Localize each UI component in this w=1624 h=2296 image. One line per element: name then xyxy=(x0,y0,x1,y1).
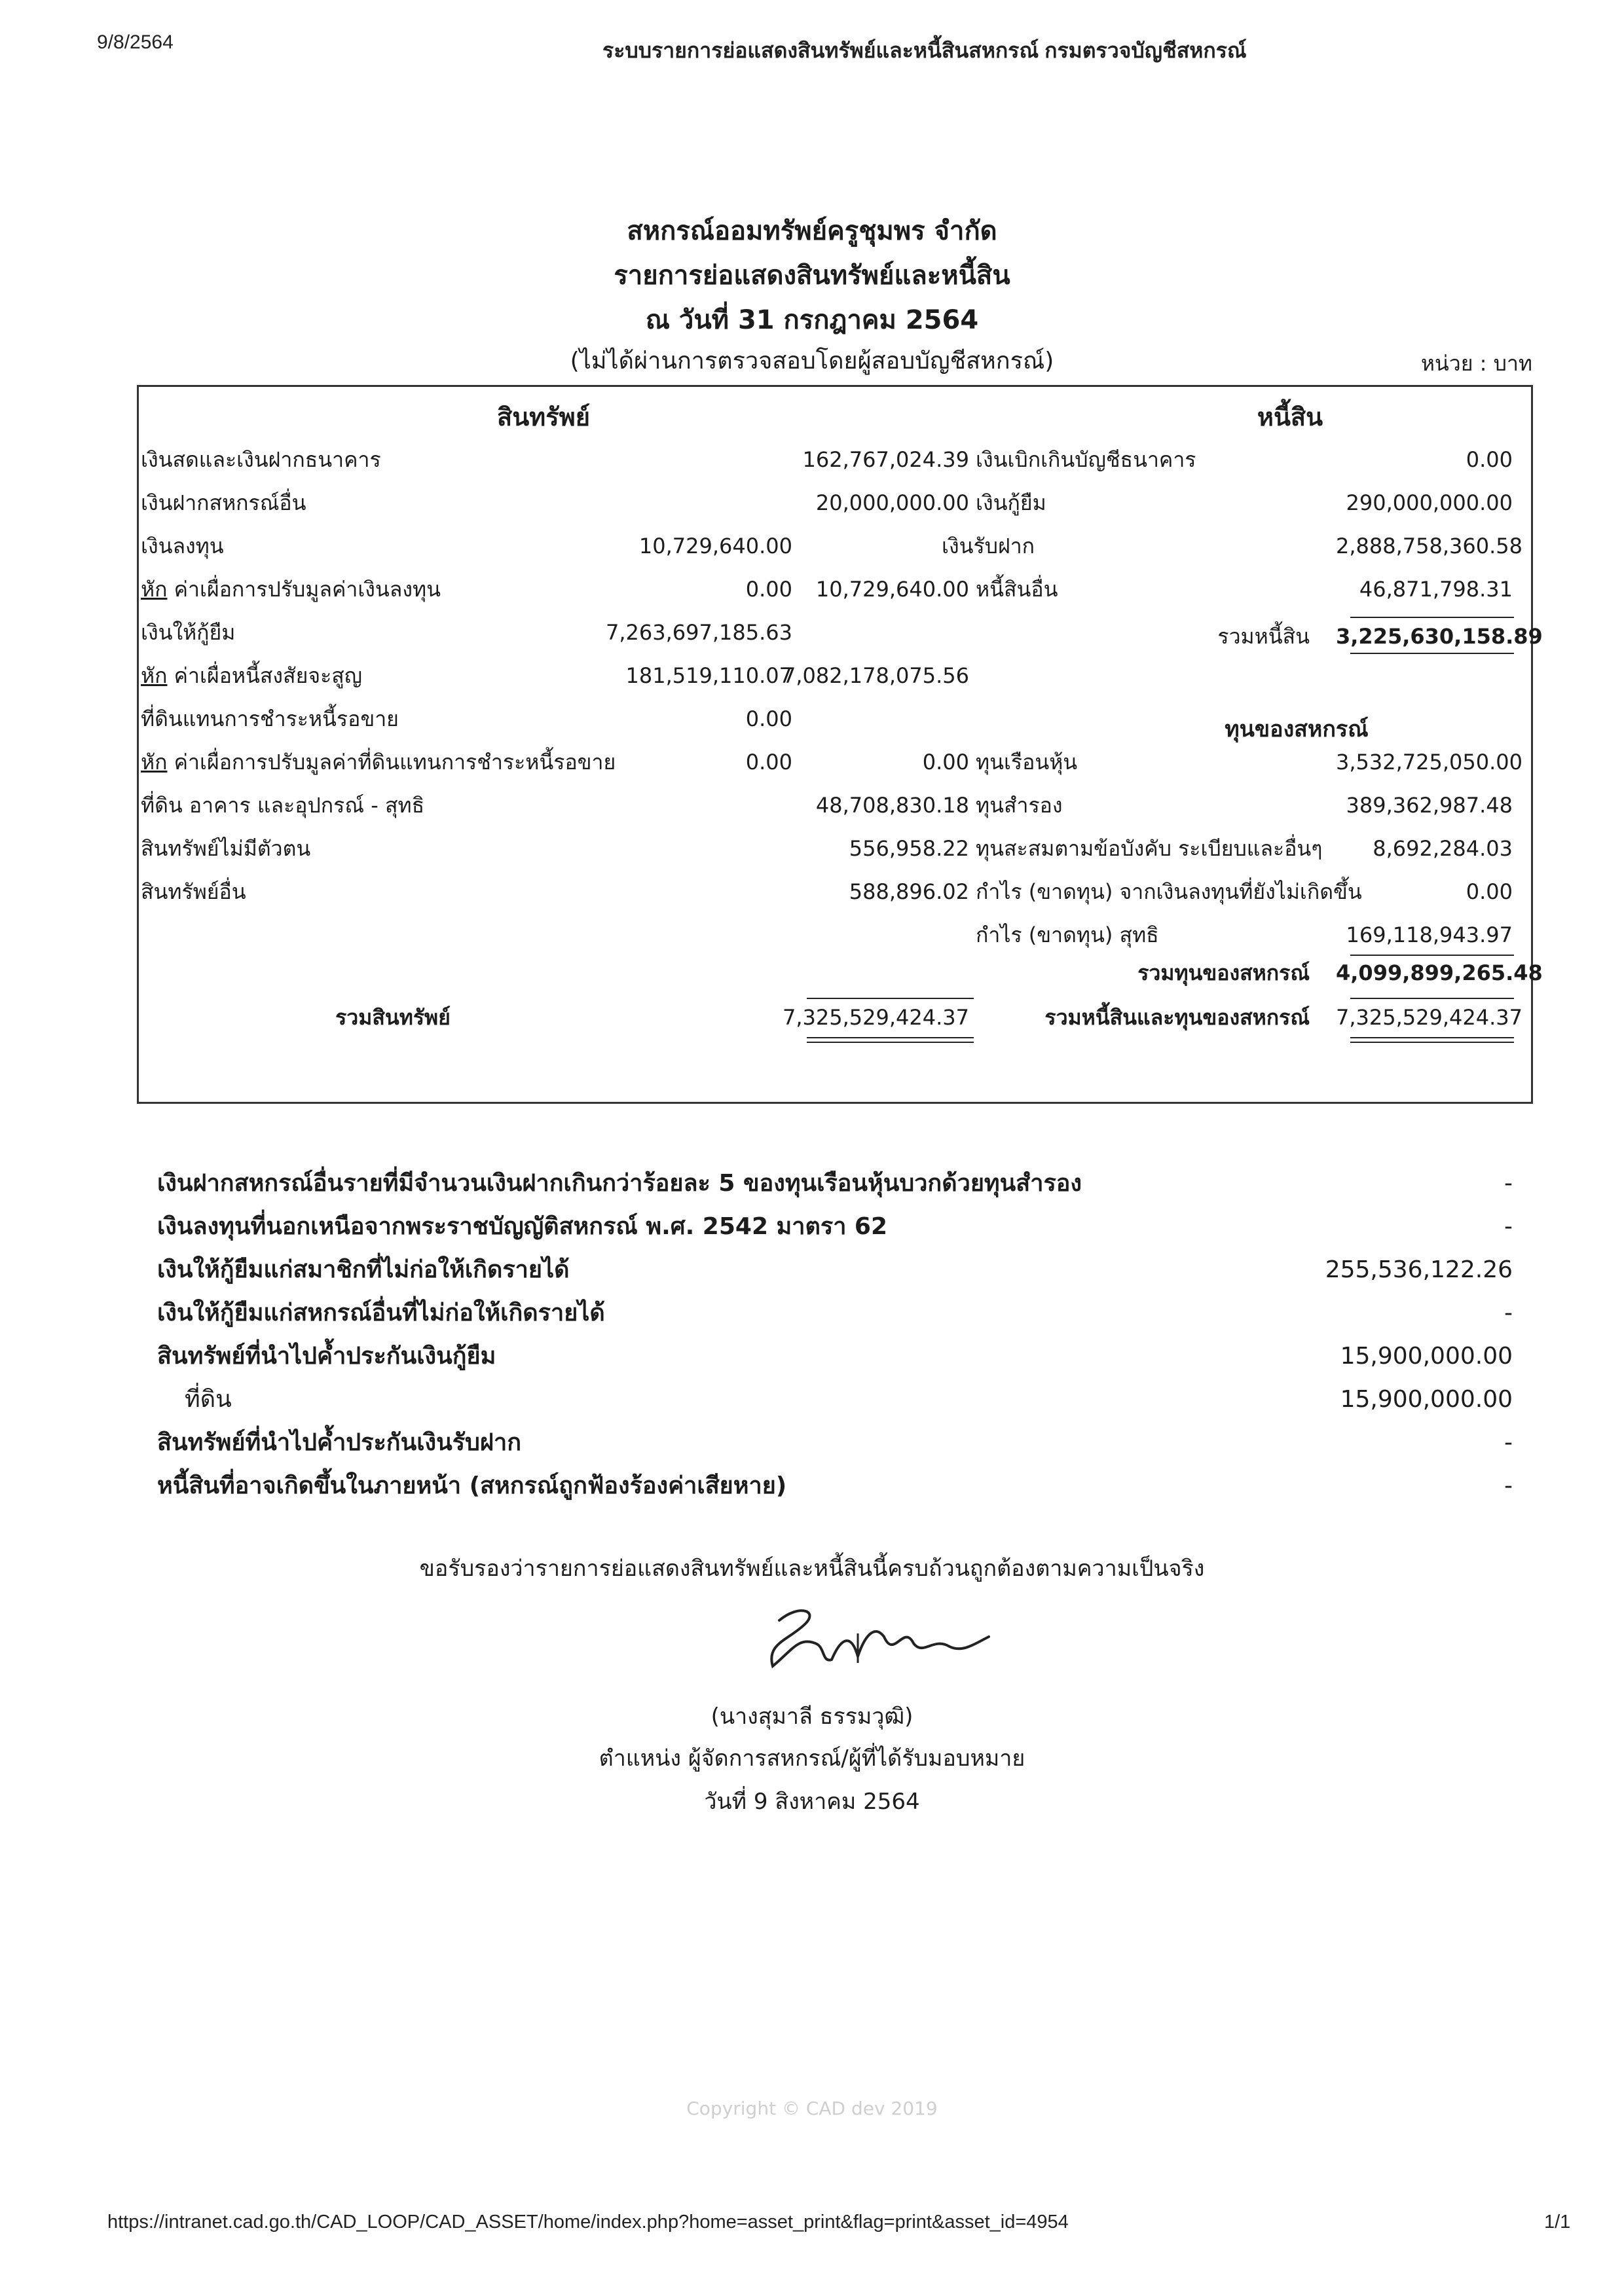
assets-total-value: 7,325,529,424.37 xyxy=(783,1005,969,1030)
signer-name: (นางสุมาลี ธรรมวุฒิ) xyxy=(710,1704,913,1730)
equity-row-amount: 169,118,943.97 xyxy=(1346,922,1513,947)
report-date: ณ วันที่ 31 กรกฎาคม 2564 xyxy=(645,305,979,335)
note-value: - xyxy=(1504,1429,1513,1456)
equity-row-amount: 0.00 xyxy=(1466,879,1513,904)
system-title: ระบบรายการย่อแสดงสินทรัพย์และหนี้สินสหกรณ์ กรมตรวจบัญชีสหกรณ์ xyxy=(602,39,1247,62)
print-date: 9/8/2564 xyxy=(97,31,174,53)
note-label: เงินให้กู้ยืมแก่สหกรณ์อื่นที่ไม่ก่อให้เกิดรายได้ xyxy=(157,1300,605,1326)
liability-row-label: เงินเบิกเกินบัญชีธนาคาร xyxy=(976,447,1196,472)
signer-position: ตำแหน่ง ผู้จัดการสหกรณ์/ผู้ที่ได้รับมอบหมาย xyxy=(599,1745,1025,1772)
note-label: สินทรัพย์ที่นำไปค้ำประกันเงินกู้ยืม xyxy=(157,1343,496,1370)
grand-double-line-1 xyxy=(1350,1037,1514,1038)
deduct-prefix: หัก xyxy=(141,577,168,602)
unit-label: หน่วย : บาท xyxy=(1420,351,1532,376)
equity-total-label: รวมทุนของสหกรณ์ xyxy=(1137,960,1310,985)
asset-row-label xyxy=(141,576,441,602)
note-label: สินทรัพย์ที่นำไปค้ำประกันเงินรับฝาก xyxy=(157,1429,521,1456)
assets-double-line-1 xyxy=(807,1037,974,1038)
certification-date: วันที่ 9 สิงหาคม 2564 xyxy=(704,1789,920,1815)
asset-row-text: เงินให้กู้ยืม xyxy=(141,620,236,645)
asset-row-label xyxy=(141,663,362,689)
asset-row-text: เงินสดและเงินฝากธนาคาร xyxy=(141,447,381,472)
liability-row-amount: 2,888,758,360.58 xyxy=(1336,534,1522,558)
signature-image xyxy=(753,1597,1002,1676)
equity-total-value: 4,099,899,265.48 xyxy=(1336,960,1543,985)
note-value: 15,900,000.00 xyxy=(1340,1343,1513,1370)
asset-row-text: ค่าเผื่อการปรับมูลค่าที่ดินแทนการชำระหนี้รอขาย xyxy=(167,750,616,774)
certification-statement: ขอรับรองว่ารายการย่อแสดงสินทรัพย์และหนี้สินนี้ครบถ้วนถูกต้องตามความเป็นจริง xyxy=(419,1556,1205,1582)
asset-row-text: เงินลงทุน xyxy=(141,534,224,558)
asset-row-amount: 556,958.22 xyxy=(849,836,969,861)
asset-row-text: ที่ดินแทนการชำระหนี้รอขาย xyxy=(141,706,399,731)
asset-row-sub: 181,519,110.07 xyxy=(625,663,792,688)
note-label: เงินลงทุนที่นอกเหนือจากพระราชบัญญัติสหกรณ์ พ.ศ. 2542 มาตรา 62 xyxy=(157,1213,888,1240)
grand-total-label: รวมหนี้สินและทุนของสหกรณ์ xyxy=(1044,1005,1310,1030)
liabilities-total-value: 3,225,630,158.89 xyxy=(1336,624,1543,649)
asset-row-amount: 162,767,024.39 xyxy=(802,447,969,472)
liabilities-heading: หนี้สิน xyxy=(1257,403,1323,431)
asset-row-text: ค่าเผื่อการปรับมูลค่าเงินลงทุน xyxy=(167,577,441,602)
equity-sum-line xyxy=(1350,955,1514,956)
asset-row-amount: 0.00 xyxy=(922,750,969,774)
asset-row-label xyxy=(141,490,306,516)
assets-total-label: รวมสินทรัพย์ xyxy=(335,1005,451,1030)
asset-row-sub: 0.00 xyxy=(745,577,792,602)
deduct-prefix: หัก xyxy=(141,663,168,688)
liability-row-amount: 46,871,798.31 xyxy=(1359,577,1513,602)
equity-row-label: ทุนสะสมตามข้อบังคับ ระเบียบและอื่นๆ xyxy=(976,836,1323,861)
audit-note: (ไม่ได้ผ่านการตรวจสอบโดยผู้สอบบัญชีสหกรณ์) xyxy=(570,348,1054,374)
asset-row-text: สินทรัพย์ไม่มีตัวตน xyxy=(141,836,311,861)
asset-row-label xyxy=(141,446,381,473)
note-value: - xyxy=(1504,1300,1513,1326)
note-value: - xyxy=(1504,1472,1513,1499)
note-label: เงินฝากสหกรณ์อื่นรายที่มีจำนวนเงินฝากเกินกว่าร้อยละ 5 ของทุนเรือนหุ้นบวกด้วยทุนสำรอง xyxy=(157,1170,1082,1197)
grand-double-line-2 xyxy=(1350,1042,1514,1043)
asset-row-amount: 10,729,640.00 xyxy=(815,577,969,602)
asset-row-amount: 7,082,178,075.56 xyxy=(783,663,969,688)
equity-row-label: ทุนสำรอง xyxy=(976,793,1063,818)
asset-row-label xyxy=(141,533,224,559)
page-number: 1/1 xyxy=(1544,2212,1571,2232)
assets-sum-line xyxy=(807,998,974,999)
equity-row-label: กำไร (ขาดทุน) สุทธิ xyxy=(976,922,1159,947)
asset-row-sub: 7,263,697,185.63 xyxy=(606,620,792,645)
report-name: รายการย่อแสดงสินทรัพย์และหนี้สิน xyxy=(614,261,1010,291)
liability-row-label: เงินกู้ยืม xyxy=(976,490,1046,515)
coop-name: สหกรณ์ออมทรัพย์ครูชุมพร จำกัด xyxy=(627,216,997,246)
liability-row-amount: 0.00 xyxy=(1466,447,1513,472)
grand-sum-line xyxy=(1350,998,1514,999)
asset-row-label xyxy=(141,835,310,862)
asset-row-amount: 48,708,830.18 xyxy=(815,793,969,818)
asset-row-label xyxy=(141,706,399,732)
asset-row-sub: 0.00 xyxy=(745,706,792,731)
asset-row-label xyxy=(141,619,235,646)
asset-row-text: เงินฝากสหกรณ์อื่น xyxy=(141,490,306,515)
note-value: 15,900,000.00 xyxy=(1340,1386,1513,1413)
assets-heading: สินทรัพย์ xyxy=(497,403,590,431)
asset-row-text: สินทรัพย์อื่น xyxy=(141,879,246,904)
equity-row-amount: 389,362,987.48 xyxy=(1346,793,1513,818)
asset-row-label xyxy=(141,792,424,818)
equity-row-label: ทุนเรือนหุ้น xyxy=(976,750,1078,774)
asset-row-label xyxy=(141,879,246,905)
asset-row-amount: 588,896.02 xyxy=(849,879,969,904)
asset-row-amount: 20,000,000.00 xyxy=(815,490,969,515)
equity-row-amount: 8,692,284.03 xyxy=(1373,836,1513,861)
page-url: https://intranet.cad.go.th/CAD_LOOP/CAD_ASSET/home/index.php?home=asset_print&flag=print&asset_id=4954 xyxy=(107,2212,1069,2232)
asset-row-text: ค่าเผื่อหนี้สงสัยจะสูญ xyxy=(167,663,363,688)
liabilities-total-label: รวมหนี้สิน xyxy=(1217,624,1310,649)
note-value: - xyxy=(1504,1213,1513,1240)
equity-row-label: กำไร (ขาดทุน) จากเงินลงทุนที่ยังไม่เกิดขึ้น xyxy=(976,879,1362,904)
equity-row-amount: 3,532,725,050.00 xyxy=(1336,750,1522,774)
asset-row-label xyxy=(141,749,616,775)
note-value: - xyxy=(1504,1170,1513,1197)
liabilities-sum-line xyxy=(1350,617,1514,618)
asset-row-sub: 0.00 xyxy=(745,750,792,774)
equity-heading: ทุนของสหกรณ์ xyxy=(1225,716,1369,742)
note-value: 255,536,122.26 xyxy=(1325,1256,1513,1283)
assets-double-line-2 xyxy=(807,1042,974,1043)
deduct-prefix: หัก xyxy=(141,750,168,774)
asset-row-sub: 10,729,640.00 xyxy=(638,534,792,558)
note-label: หนี้สินที่อาจเกิดขึ้นในภายหน้า (สหกรณ์ถูกฟ้องร้องค่าเสียหาย) xyxy=(157,1472,787,1499)
liability-row-label: หนี้สินอื่น xyxy=(976,577,1058,602)
liability-row-amount: 290,000,000.00 xyxy=(1346,490,1513,515)
grand-total-value: 7,325,529,424.37 xyxy=(1336,1005,1522,1030)
asset-row-text: ที่ดิน อาคาร และอุปกรณ์ - สุทธิ xyxy=(141,793,425,818)
note-label: เงินให้กู้ยืมแก่สมาชิกที่ไม่ก่อให้เกิดรายได้ xyxy=(157,1256,570,1283)
copyright: Copyright © CAD dev 2019 xyxy=(686,2098,938,2119)
liabilities-sum-underline xyxy=(1350,653,1514,654)
note-label: ที่ดิน xyxy=(185,1386,232,1413)
liability-row-label: เงินรับฝาก xyxy=(942,534,1035,558)
